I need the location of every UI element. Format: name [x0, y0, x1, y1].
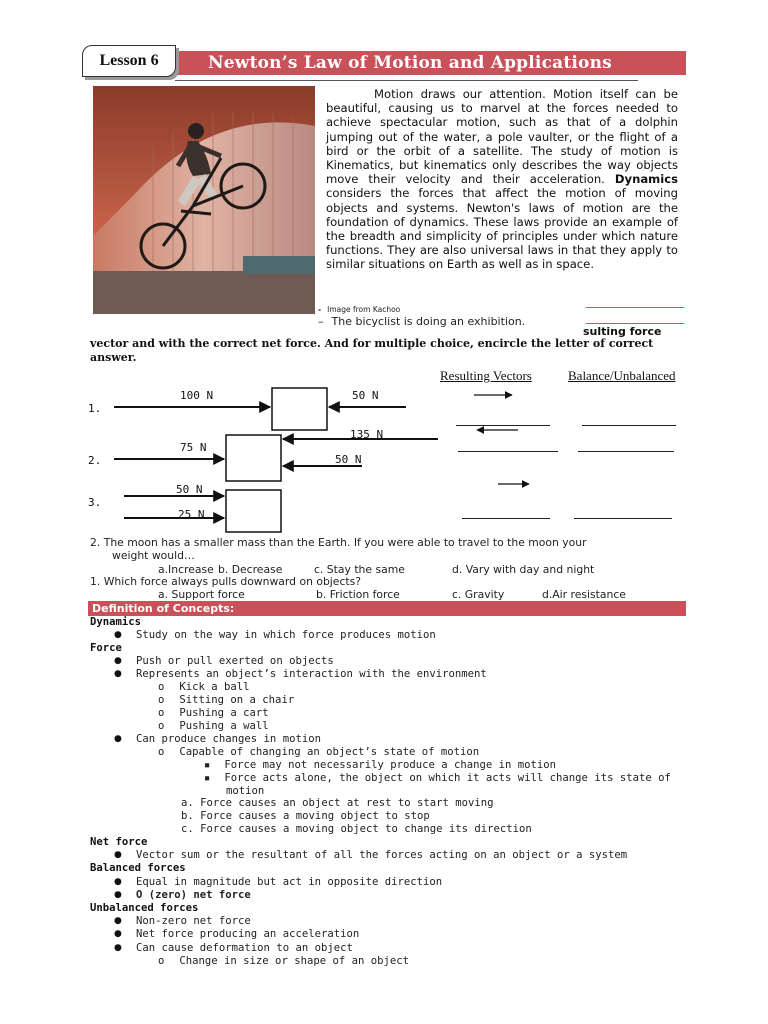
block-1: [272, 388, 327, 430]
bullet-icon: ●: [114, 877, 122, 887]
option-b[interactable]: b. Decrease: [218, 563, 283, 576]
list-item: O (zero) net force: [136, 889, 251, 901]
list-item: Net force producing an acceleration: [136, 928, 360, 940]
list-item: motion: [226, 785, 265, 797]
bullet-icon: ●: [114, 656, 122, 666]
bullet-icon: ●: [114, 669, 122, 679]
list-item: b. Force causes a moving object to stop: [181, 810, 430, 822]
list-item: o Capable of changing an object’s state of motion: [158, 746, 480, 758]
list-item: ▪ Force may not necessarily produce a change in motion: [204, 759, 557, 771]
list-item: o Kick a ball: [158, 681, 250, 693]
option-c[interactable]: c. Gravity: [452, 588, 505, 601]
col-balance: Balance/Unbalanced: [568, 368, 676, 383]
item-3-bottom-label: 25 N: [178, 508, 205, 521]
item-3-number: 3.: [88, 496, 102, 509]
list-item: o Pushing a cart: [158, 707, 269, 719]
answer-blank[interactable]: [456, 425, 550, 426]
term-balanced: Balanced forces: [90, 862, 186, 874]
item-2-right-bottom-label: 50 N: [335, 453, 362, 466]
list-item: Study on the way in which force produces motion: [136, 629, 436, 641]
question-moon: 2. The moon has a smaller mass than the Earth. If you were able to travel to the moon your: [90, 536, 587, 549]
instruction-fragment: sulting force: [583, 325, 662, 338]
item-2-right-top-label: 135 N: [350, 428, 384, 441]
image-credit: - Image from Kachoo: [318, 305, 401, 314]
option-a[interactable]: a. Support force: [158, 588, 245, 601]
option-c[interactable]: c. Stay the same: [314, 563, 405, 576]
list-item: o Pushing a wall: [158, 720, 269, 732]
item-2-number: 2.: [88, 454, 102, 467]
option-b[interactable]: b. Friction force: [316, 588, 400, 601]
lesson-number-badge: Lesson 6: [82, 45, 176, 77]
option-d[interactable]: d.Air resistance: [542, 588, 626, 601]
term-dynamics: Dynamics: [90, 616, 142, 628]
answer-blank[interactable]: [574, 518, 672, 519]
option-a[interactable]: a.Increase: [158, 563, 214, 576]
item-1-left-label: 100 N: [180, 389, 214, 402]
question-moon-cont: weight would…: [112, 549, 195, 562]
item-1-right-label: 50 N: [352, 389, 379, 402]
bicyclist-photo: [93, 86, 315, 314]
item-2-left-label: 75 N: [180, 441, 207, 454]
list-item: Can cause deformation to an object: [136, 942, 353, 954]
bullet-icon: ●: [114, 943, 122, 953]
list-item: Can produce changes in motion: [136, 733, 321, 745]
instructions: vector and with the correct net force. And for multiple choice, encircle the letter of correct answer.: [90, 337, 654, 364]
answer-blank[interactable]: [458, 451, 558, 452]
bullet-icon: ●: [114, 630, 122, 640]
definitions-heading: Definition of Concepts:: [88, 601, 686, 616]
red-rule: [586, 307, 684, 308]
bullet-icon: ●: [114, 916, 122, 926]
item-1-number: 1.: [88, 402, 102, 415]
photo-caption: – The bicyclist is doing an exhibition.: [318, 315, 526, 328]
col-resulting-vectors: Resulting Vectors: [440, 368, 532, 383]
title-divider: [175, 80, 638, 81]
list-item: Vector sum or the resultant of all the forces acting on an object or a system: [136, 849, 628, 861]
bullet-icon: ●: [114, 929, 122, 939]
bullet-icon: ●: [114, 850, 122, 860]
list-item: Equal in magnitude but act in opposite direction: [136, 876, 443, 888]
answer-blank[interactable]: [462, 518, 550, 519]
option-d[interactable]: d. Vary with day and night: [452, 563, 595, 576]
answer-blank[interactable]: [582, 425, 676, 426]
list-item: Represents an object’s interaction with the environment: [136, 668, 487, 680]
answer-blank[interactable]: [578, 451, 674, 452]
term-unbalanced: Unbalanced forces: [90, 902, 199, 914]
block-3: [226, 490, 281, 532]
question-gravity: 1. Which force always pulls downward on objects?: [90, 575, 361, 588]
term-force: Force: [90, 642, 122, 654]
item-3-top-label: 50 N: [176, 483, 203, 496]
intro-paragraph: Motion draws our attention. Motion itself can be beautiful, causing us to marvel at the forces needed to achieve spectacular motion, such as that of a dolphin jumping out of the water, a pole vaulter, or the flight of a bird or the orbit of a satellite. The study of motion is Kinematics, but kinematics only describes the way objects move their velocity and their acceleration. Dynamics considers the forces that affect the motion of moving objects and systems. Newton's laws of motion are the foundation of dynamics. These laws provide an example of the breadth and simplicity of principles under which nature functions. They are also universal laws in that they apply to similar situations on Earth as well as in space.: [326, 87, 678, 272]
list-item: c. Force causes a moving object to change its direction: [181, 823, 532, 835]
list-item: o Sitting on a chair: [158, 694, 295, 706]
list-item: Push or pull exerted on objects: [136, 655, 334, 667]
force-diagrams: [80, 380, 700, 540]
list-item: ▪ Force acts alone, the object on which it acts will change its state of: [204, 772, 671, 784]
block-2: [226, 435, 281, 481]
lesson-title: Newton’s Law of Motion and Applications: [175, 51, 686, 75]
bullet-icon: ●: [114, 890, 122, 900]
list-item: a. Force causes an object at rest to start moving: [181, 797, 494, 809]
list-item: Non-zero net force: [136, 915, 251, 927]
list-item: o Change in size or shape of an object: [158, 955, 409, 967]
term-net-force: Net force: [90, 836, 148, 848]
bullet-icon: ●: [114, 734, 122, 744]
red-rule: [586, 323, 684, 324]
